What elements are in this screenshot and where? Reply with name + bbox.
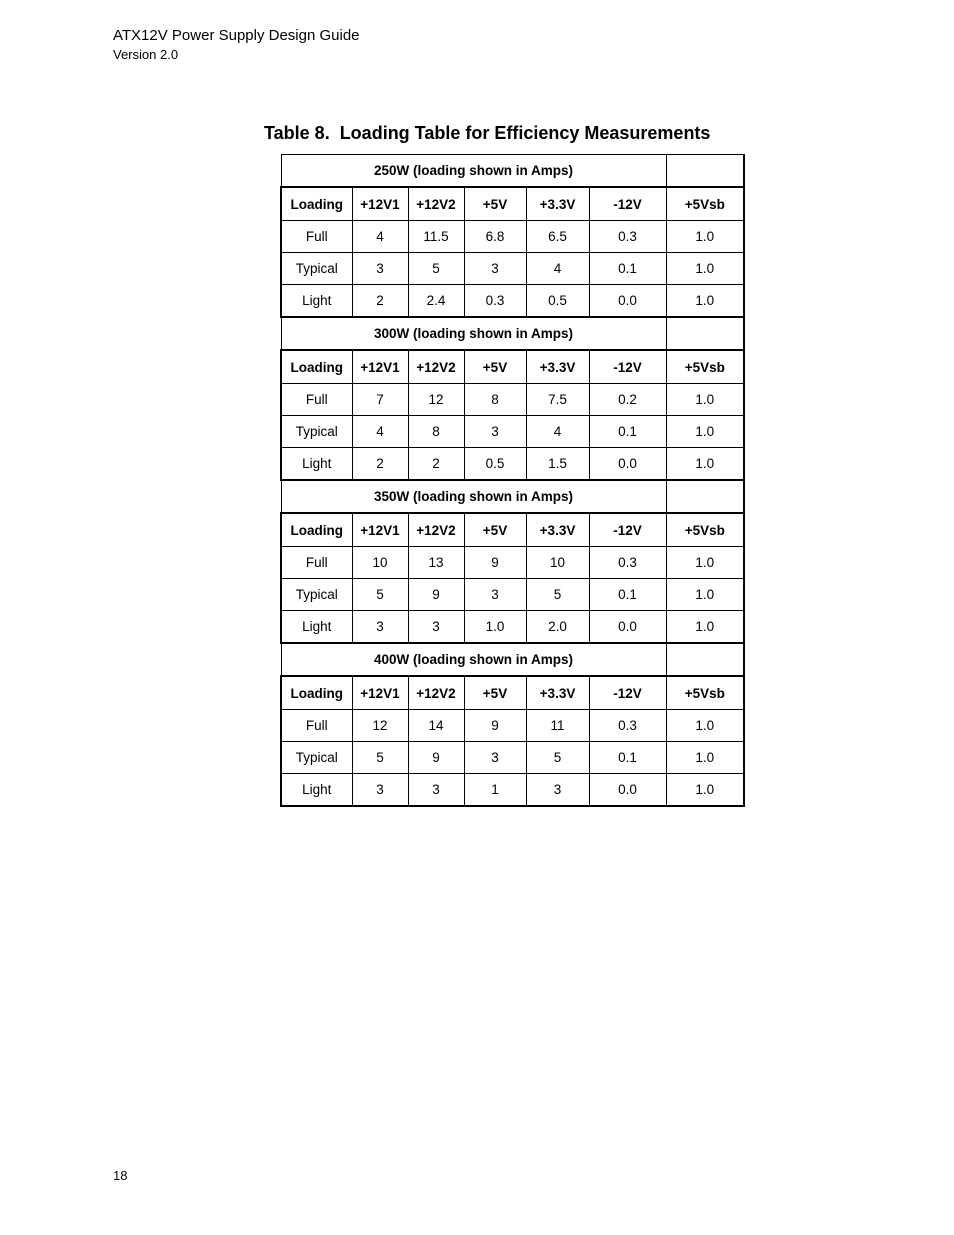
column-header: +12V2 bbox=[408, 676, 464, 710]
table-cell: 3 bbox=[408, 774, 464, 807]
table-cell: 3 bbox=[352, 253, 408, 285]
row-label: Full bbox=[281, 384, 352, 416]
column-header: +3.3V bbox=[526, 187, 589, 221]
column-header: +12V2 bbox=[408, 187, 464, 221]
column-header: Loading bbox=[281, 187, 352, 221]
table-cell: 0.3 bbox=[589, 710, 666, 742]
table-row bbox=[281, 253, 744, 285]
column-header: +5Vsb bbox=[666, 513, 744, 547]
table-cell: 3 bbox=[352, 611, 408, 644]
column-header-row bbox=[281, 187, 744, 221]
section-title: 400W (loading shown in Amps) bbox=[281, 643, 666, 676]
section-title-row bbox=[281, 643, 744, 676]
table-cell: 1.0 bbox=[666, 579, 744, 611]
column-header: -12V bbox=[589, 350, 666, 384]
table-cell: 1.0 bbox=[666, 742, 744, 774]
table-cell: 5 bbox=[408, 253, 464, 285]
section-title-row bbox=[281, 317, 744, 350]
table-cell: 1.0 bbox=[666, 547, 744, 579]
table-cell: 13 bbox=[408, 547, 464, 579]
table-cell: 4 bbox=[352, 221, 408, 253]
column-header-row bbox=[281, 350, 744, 384]
table-cell: 2.4 bbox=[408, 285, 464, 318]
table-cell: 1.0 bbox=[666, 774, 744, 807]
table-cell: 3 bbox=[464, 579, 526, 611]
table-cell: 0.0 bbox=[589, 774, 666, 807]
table-cell: 9 bbox=[464, 710, 526, 742]
table-cell: 4 bbox=[352, 416, 408, 448]
table-cell: 5 bbox=[352, 742, 408, 774]
column-header-row bbox=[281, 676, 744, 710]
table-row bbox=[281, 611, 744, 644]
table-cell: 2.0 bbox=[526, 611, 589, 644]
table-row bbox=[281, 547, 744, 579]
column-header: +3.3V bbox=[526, 350, 589, 384]
table-cell: 2 bbox=[352, 448, 408, 481]
table-cell: 0.0 bbox=[589, 448, 666, 481]
section-title: 300W (loading shown in Amps) bbox=[281, 317, 666, 350]
table-cell: 14 bbox=[408, 710, 464, 742]
table-cell: 0.1 bbox=[589, 253, 666, 285]
table-cell: 9 bbox=[408, 579, 464, 611]
table-cell: 0.3 bbox=[464, 285, 526, 318]
section-title-row bbox=[281, 480, 744, 513]
table-cell: 10 bbox=[352, 547, 408, 579]
column-header: Loading bbox=[281, 676, 352, 710]
table-cell: 0.3 bbox=[589, 221, 666, 253]
column-header: +5V bbox=[464, 350, 526, 384]
table-cell: 5 bbox=[352, 579, 408, 611]
column-header: +12V1 bbox=[352, 350, 408, 384]
table-caption: Table 8. Loading Table for Efficiency Measurements bbox=[264, 123, 711, 143]
column-header: +5Vsb bbox=[666, 350, 744, 384]
column-header: -12V bbox=[589, 513, 666, 547]
table-cell: 3 bbox=[526, 774, 589, 807]
column-header: +12V1 bbox=[352, 513, 408, 547]
table-cell: 5 bbox=[526, 742, 589, 774]
table-cell: 1.0 bbox=[666, 448, 744, 481]
column-header: +12V1 bbox=[352, 187, 408, 221]
section-title-blank bbox=[666, 643, 744, 676]
table-row bbox=[281, 221, 744, 253]
table-cell: 1.0 bbox=[464, 611, 526, 644]
table-cell: 1.5 bbox=[526, 448, 589, 481]
table-cell: 1.0 bbox=[666, 384, 744, 416]
row-label: Light bbox=[281, 611, 352, 644]
column-header: +3.3V bbox=[526, 676, 589, 710]
table-cell: 11.5 bbox=[408, 221, 464, 253]
table-cell: 7 bbox=[352, 384, 408, 416]
table-cell: 10 bbox=[526, 547, 589, 579]
table-cell: 1.0 bbox=[666, 285, 744, 318]
table-cell: 0.1 bbox=[589, 742, 666, 774]
row-label: Typical bbox=[281, 742, 352, 774]
table-cell: 6.8 bbox=[464, 221, 526, 253]
table-row bbox=[281, 384, 744, 416]
column-header: +5Vsb bbox=[666, 187, 744, 221]
section-title-blank bbox=[666, 155, 744, 188]
document-version: Version 2.0 bbox=[113, 47, 179, 62]
column-header: +5Vsb bbox=[666, 676, 744, 710]
table-cell: 0.5 bbox=[464, 448, 526, 481]
table-cell: 3 bbox=[464, 416, 526, 448]
table-cell: 0.1 bbox=[589, 579, 666, 611]
table-cell: 8 bbox=[408, 416, 464, 448]
column-header-row bbox=[281, 513, 744, 547]
table-cell: 9 bbox=[464, 547, 526, 579]
table-cell: 3 bbox=[408, 611, 464, 644]
column-header: +12V1 bbox=[352, 676, 408, 710]
section-title: 250W (loading shown in Amps) bbox=[281, 155, 666, 188]
table-cell: 2 bbox=[408, 448, 464, 481]
loading-table-body bbox=[281, 155, 744, 807]
row-label: Typical bbox=[281, 253, 352, 285]
table-cell: 7.5 bbox=[526, 384, 589, 416]
table-cell: 0.3 bbox=[589, 547, 666, 579]
table-cell: 1.0 bbox=[666, 710, 744, 742]
section-title-blank bbox=[666, 317, 744, 350]
row-label: Light bbox=[281, 774, 352, 807]
table-row bbox=[281, 416, 744, 448]
table-cell: 2 bbox=[352, 285, 408, 318]
section-title: 350W (loading shown in Amps) bbox=[281, 480, 666, 513]
table-cell: 11 bbox=[526, 710, 589, 742]
column-header: +5V bbox=[464, 187, 526, 221]
table-cell: 1.0 bbox=[666, 221, 744, 253]
table-row bbox=[281, 742, 744, 774]
table-cell: 3 bbox=[352, 774, 408, 807]
table-cell: 3 bbox=[464, 253, 526, 285]
column-header: Loading bbox=[281, 513, 352, 547]
table-cell: 4 bbox=[526, 416, 589, 448]
row-label: Light bbox=[281, 448, 352, 481]
column-header: +12V2 bbox=[408, 513, 464, 547]
section-title-blank bbox=[666, 480, 744, 513]
row-label: Full bbox=[281, 547, 352, 579]
column-header: -12V bbox=[589, 676, 666, 710]
column-header: +3.3V bbox=[526, 513, 589, 547]
column-header: -12V bbox=[589, 187, 666, 221]
table-cell: 8 bbox=[464, 384, 526, 416]
table-cell: 9 bbox=[408, 742, 464, 774]
table-cell: 0.0 bbox=[589, 611, 666, 644]
table-cell: 0.5 bbox=[526, 285, 589, 318]
table-cell: 6.5 bbox=[526, 221, 589, 253]
document-title: ATX12V Power Supply Design Guide bbox=[113, 27, 360, 44]
row-label: Typical bbox=[281, 416, 352, 448]
table-row bbox=[281, 710, 744, 742]
row-label: Full bbox=[281, 710, 352, 742]
table-cell: 0.0 bbox=[589, 285, 666, 318]
table-row bbox=[281, 285, 744, 318]
column-header: +12V2 bbox=[408, 350, 464, 384]
column-header: +5V bbox=[464, 513, 526, 547]
table-cell: 12 bbox=[408, 384, 464, 416]
table-row bbox=[281, 579, 744, 611]
row-label: Light bbox=[281, 285, 352, 318]
column-header: Loading bbox=[281, 350, 352, 384]
table-cell: 0.1 bbox=[589, 416, 666, 448]
table-cell: 4 bbox=[526, 253, 589, 285]
row-label: Full bbox=[281, 221, 352, 253]
table-row bbox=[281, 448, 744, 481]
row-label: Typical bbox=[281, 579, 352, 611]
table-cell: 0.2 bbox=[589, 384, 666, 416]
table-cell: 1.0 bbox=[666, 253, 744, 285]
section-title-row bbox=[281, 155, 744, 188]
table-cell: 1 bbox=[464, 774, 526, 807]
column-header: +5V bbox=[464, 676, 526, 710]
table-cell: 5 bbox=[526, 579, 589, 611]
table-cell: 1.0 bbox=[666, 611, 744, 644]
table-cell: 3 bbox=[464, 742, 526, 774]
table-cell: 12 bbox=[352, 710, 408, 742]
table-cell: 1.0 bbox=[666, 416, 744, 448]
table-row bbox=[281, 774, 744, 807]
page-number: 18 bbox=[113, 1168, 128, 1183]
loading-table bbox=[280, 154, 745, 807]
